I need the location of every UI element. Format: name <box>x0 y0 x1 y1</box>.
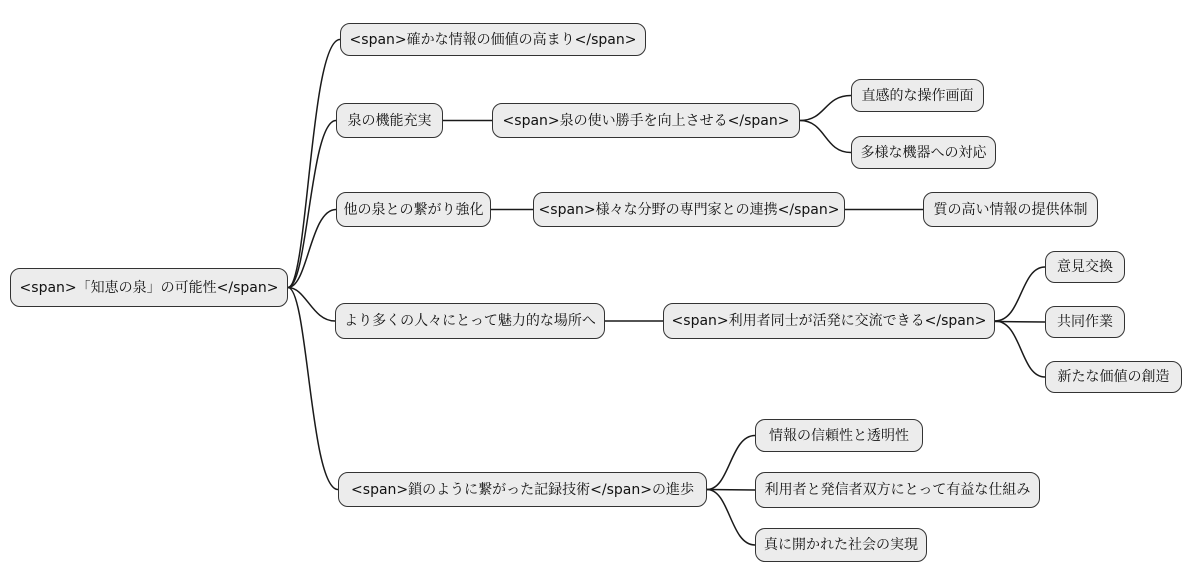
node-b1: <span>確かな情報の価値の高まり</span> <box>340 23 646 56</box>
edge-root-b5 <box>288 288 338 490</box>
node-root: <span>「知恵の泉」の可能性</span> <box>10 268 288 307</box>
node-b3c1g1: 質の高い情報の提供体制 <box>923 192 1098 227</box>
edge-b5-b5c1 <box>707 436 755 490</box>
node-b3c1: <span>様々な分野の専門家との連携</span> <box>533 192 845 227</box>
node-b4c1g1: 意見交換 <box>1045 251 1125 283</box>
edge-b4c1-b4c1g1 <box>995 267 1045 321</box>
edge-b5-b5c2 <box>707 490 755 491</box>
edge-b5-b5c3 <box>707 490 755 546</box>
node-b5c1: 情報の信頼性と透明性 <box>755 419 923 452</box>
edge-b2c1-b2c1g1 <box>800 96 851 121</box>
node-b5: <span>鎖のように繋がった記録技術</span>の進歩 <box>338 472 707 507</box>
node-b2c1: <span>泉の使い勝手を向上させる</span> <box>492 103 800 138</box>
node-b2: 泉の機能充実 <box>336 103 443 138</box>
node-b2c1g1: 直感的な操作画面 <box>851 79 984 112</box>
node-b3: 他の泉との繋がり強化 <box>336 192 491 227</box>
node-b4c1: <span>利用者同士が活発に交流できる</span> <box>663 303 995 339</box>
node-b5c2: 利用者と発信者双方にとって有益な仕組み <box>755 472 1040 508</box>
edge-b2c1-b2c1g2 <box>800 121 851 153</box>
node-b5c3: 真に開かれた社会の実現 <box>755 528 927 562</box>
edge-root-b4 <box>288 288 335 322</box>
node-b2c1g2: 多様な機器への対応 <box>851 136 996 169</box>
node-b4c1g3: 新たな価値の創造 <box>1045 361 1182 393</box>
node-b4c1g2: 共同作業 <box>1045 306 1125 338</box>
node-b4: より多くの人々にとって魅力的な場所へ <box>335 303 605 339</box>
edge-b4c1-b4c1g3 <box>995 321 1045 377</box>
edge-root-b1 <box>288 40 340 288</box>
